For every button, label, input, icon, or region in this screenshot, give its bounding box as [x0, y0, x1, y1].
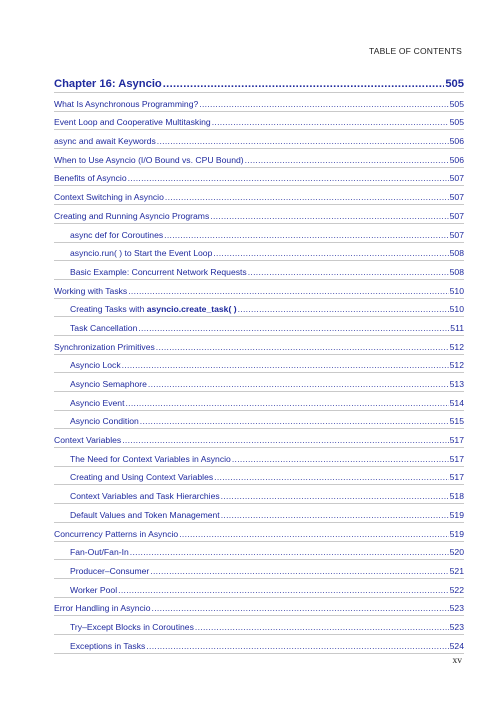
toc-entry-title — [54, 342, 155, 352]
toc-entry[interactable] — [54, 579, 464, 598]
toc-entry[interactable] — [54, 504, 464, 523]
toc-entry-title-text: Basic Example: Concurrent Network Requests — [70, 266, 247, 277]
toc-entry-title — [54, 248, 212, 258]
toc-entry-title — [54, 192, 164, 202]
toc-entry-title-text: Default Values and Token Management — [70, 509, 220, 520]
dot-leader — [157, 136, 449, 146]
toc-entry-page-number: 523 — [449, 603, 464, 614]
toc-entry-title-text: Creating and Running Asyncio Programs — [54, 210, 210, 221]
page-number: xv — [452, 656, 462, 666]
toc-entry[interactable] — [54, 560, 464, 579]
dot-leader — [221, 510, 449, 520]
toc-entry-page-number: 517 — [449, 453, 464, 464]
dot-leader — [118, 585, 449, 595]
toc-entry-page-number: 507 — [449, 173, 464, 184]
toc-entry-title — [54, 454, 231, 464]
dot-leader — [152, 603, 449, 613]
toc-entry-title — [54, 211, 209, 221]
toc-entry-title-text: Synchronization Primitives — [54, 341, 155, 352]
dot-leader — [140, 416, 449, 426]
dot-leader — [122, 435, 448, 445]
toc-entry-title — [54, 585, 117, 595]
toc-entry[interactable] — [54, 429, 464, 448]
toc-entry[interactable] — [54, 299, 464, 318]
toc-entry-page-number: 506 — [449, 136, 464, 147]
toc-entry-page-number: 508 — [449, 248, 464, 259]
toc-entry-title-text: Context Switching in Asyncio — [54, 192, 164, 203]
dot-leader — [212, 117, 449, 127]
toc-entry[interactable] — [54, 280, 464, 299]
toc-entry[interactable] — [54, 168, 464, 187]
toc-entry-page-number: 507 — [449, 229, 464, 240]
toc-entry-title-text: Creating and Using Context Variables — [70, 472, 214, 483]
toc-entry-title — [54, 547, 129, 557]
toc-entry-title — [54, 398, 124, 408]
toc-entry[interactable] — [54, 149, 464, 168]
dot-leader — [248, 267, 449, 277]
toc-entry-page-number: 524 — [449, 640, 464, 651]
toc-entry-title-text: The Need for Context Variables in Asyncio — [70, 453, 231, 464]
toc-entry-page-number: 520 — [449, 547, 464, 558]
toc-entry-page-number: 511 — [450, 322, 464, 333]
toc-entry[interactable] — [54, 392, 464, 411]
toc-entry-title — [54, 323, 137, 333]
dot-leader — [210, 211, 448, 221]
table-of-contents — [54, 70, 464, 654]
chapter-title: Chapter 16: Asyncio — [54, 78, 162, 90]
toc-entry-title — [54, 510, 220, 520]
toc-entry-title-text: Context Variables and Task Hierarchies — [70, 491, 220, 502]
toc-entry-title — [54, 435, 121, 445]
toc-entry-title-text: Concurrency Patterns in Asyncio — [54, 528, 179, 539]
dot-leader — [148, 379, 449, 389]
dot-leader — [238, 304, 449, 314]
dot-leader — [232, 454, 449, 464]
toc-entry-title — [54, 155, 244, 165]
toc-entry[interactable] — [54, 243, 464, 262]
toc-entry-page-number: 507 — [449, 192, 464, 203]
toc-entry-page-number: 515 — [449, 416, 464, 427]
toc-entry-title-text: Benefits of Asyncio — [54, 173, 127, 184]
toc-entry[interactable] — [54, 542, 464, 561]
toc-entry[interactable] — [54, 224, 464, 243]
toc-entry[interactable] — [54, 130, 464, 149]
dot-leader — [213, 248, 448, 258]
toc-entry-title-text: async def for Coroutines — [70, 229, 164, 240]
toc-entry[interactable] — [54, 616, 464, 635]
dot-leader — [199, 99, 448, 109]
dot-leader — [150, 566, 448, 576]
toc-chapter-entry[interactable] — [54, 70, 464, 93]
toc-entry-title — [54, 472, 213, 482]
toc-entry-code: asyncio.create_task( ) — [146, 304, 237, 315]
dot-leader — [122, 360, 449, 370]
toc-entry[interactable] — [54, 336, 464, 355]
toc-entry-list — [54, 93, 464, 654]
toc-entry-title — [54, 230, 163, 240]
toc-entry-page-number: 507 — [449, 210, 464, 221]
toc-entry[interactable] — [54, 186, 464, 205]
toc-entry-title-text: When to Use Asyncio (I/O Bound vs. CPU Bound) — [54, 154, 244, 165]
toc-entry-page-number: 522 — [449, 584, 464, 595]
dot-leader — [130, 547, 449, 557]
toc-entry[interactable] — [54, 205, 464, 224]
toc-entry[interactable] — [54, 355, 464, 374]
toc-entry-page-number: 521 — [449, 565, 464, 576]
toc-entry-title — [54, 99, 198, 109]
toc-entry[interactable] — [54, 317, 464, 336]
toc-entry-title-text: Working with Tasks — [54, 285, 128, 296]
toc-entry[interactable] — [54, 485, 464, 504]
dot-leader — [165, 192, 449, 202]
toc-entry-title-text: Asyncio Event — [70, 397, 125, 408]
toc-entry-title-text: Asyncio Semaphore — [70, 379, 147, 389]
toc-entry-title-text: async and await Keywords — [54, 136, 156, 147]
toc-entry-title — [54, 136, 156, 146]
toc-entry-title-text: Producer–Consumer — [70, 565, 150, 576]
toc-entry-page-number: 519 — [449, 509, 464, 520]
toc-entry-page-number: 518 — [449, 491, 464, 502]
dot-leader — [195, 622, 449, 632]
dot-leader — [128, 286, 448, 296]
dot-leader — [214, 472, 449, 482]
toc-entry-title — [54, 529, 178, 539]
toc-entry-title — [54, 117, 211, 127]
toc-entry-title-text: Asyncio Condition — [70, 416, 139, 427]
toc-entry-page-number: 506 — [449, 154, 464, 165]
dot-leader — [163, 78, 445, 90]
dot-leader — [179, 529, 448, 539]
toc-entry-title-text: Try–Except Blocks in Coroutines — [70, 621, 194, 632]
toc-entry-title — [54, 304, 237, 314]
toc-entry-title — [54, 267, 247, 277]
toc-entry-page-number: 523 — [449, 621, 464, 632]
dot-leader — [128, 173, 449, 183]
toc-entry-title-text: Error Handling in Asyncio — [54, 603, 151, 614]
toc-entry-page-number: 519 — [449, 528, 464, 539]
dot-leader — [138, 323, 449, 333]
toc-entry-title-text: Asyncio Lock — [70, 360, 121, 371]
toc-entry-title — [54, 360, 121, 370]
chapter-page-number: 505 — [445, 78, 464, 90]
toc-entry[interactable] — [54, 373, 464, 392]
toc-entry-title-text: Context Variables — [54, 435, 122, 446]
toc-entry[interactable] — [54, 112, 464, 131]
toc-entry-title — [54, 566, 149, 576]
dot-leader — [221, 491, 449, 501]
toc-entry-page-number: 514 — [449, 397, 464, 408]
toc-entry-page-number: 512 — [449, 360, 464, 371]
toc-entry[interactable] — [54, 411, 464, 430]
toc-entry[interactable] — [54, 635, 464, 654]
running-header: TABLE OF CONTENTS — [369, 46, 462, 56]
toc-entry-title — [54, 622, 194, 632]
toc-entry[interactable] — [54, 448, 464, 467]
dot-leader — [125, 398, 448, 408]
toc-entry-title — [54, 416, 139, 426]
toc-entry-title — [54, 603, 151, 613]
toc-entry[interactable] — [54, 523, 464, 542]
toc-entry-title — [54, 491, 220, 501]
toc-entry-title-text: Event Loop and Cooperative Multitasking — [54, 117, 211, 128]
toc-entry-title-text: Creating Tasks with — [70, 304, 147, 315]
toc-entry-title-text: Exceptions in Tasks — [70, 640, 146, 651]
toc-entry[interactable] — [54, 598, 464, 617]
dot-leader — [164, 230, 449, 240]
toc-entry[interactable] — [54, 467, 464, 486]
dot-leader — [245, 155, 449, 165]
toc-entry-page-number: 517 — [449, 472, 464, 483]
toc-entry-title — [54, 173, 127, 183]
toc-entry-page-number: 505 — [449, 117, 464, 128]
toc-entry-page-number: 508 — [449, 266, 464, 277]
dot-leader — [146, 641, 448, 651]
toc-entry[interactable] — [54, 93, 464, 112]
toc-entry-title — [54, 286, 127, 296]
toc-entry-title — [54, 641, 145, 651]
toc-entry-page-number: 510 — [449, 285, 464, 296]
toc-entry-title-text: What Is Asynchronous Programming? — [54, 98, 199, 109]
toc-entry-title-text: Task Cancellation — [70, 322, 138, 333]
toc-entry-page-number: 512 — [449, 341, 464, 352]
toc-entry-title-text: asyncio.run( ) to Start the Event Loop — [70, 248, 213, 259]
toc-entry-page-number: 517 — [449, 435, 464, 446]
dot-leader — [156, 342, 449, 352]
toc-entry-page-number: 513 — [449, 379, 464, 389]
toc-entry-page-number: 505 — [449, 98, 464, 109]
toc-entry-title — [54, 379, 147, 389]
toc-entry-page-number: 510 — [449, 304, 464, 315]
toc-entry-title-text: Worker Pool — [70, 584, 118, 595]
toc-entry[interactable] — [54, 261, 464, 280]
toc-entry-title-text: Fan-Out/Fan-In — [70, 547, 129, 558]
